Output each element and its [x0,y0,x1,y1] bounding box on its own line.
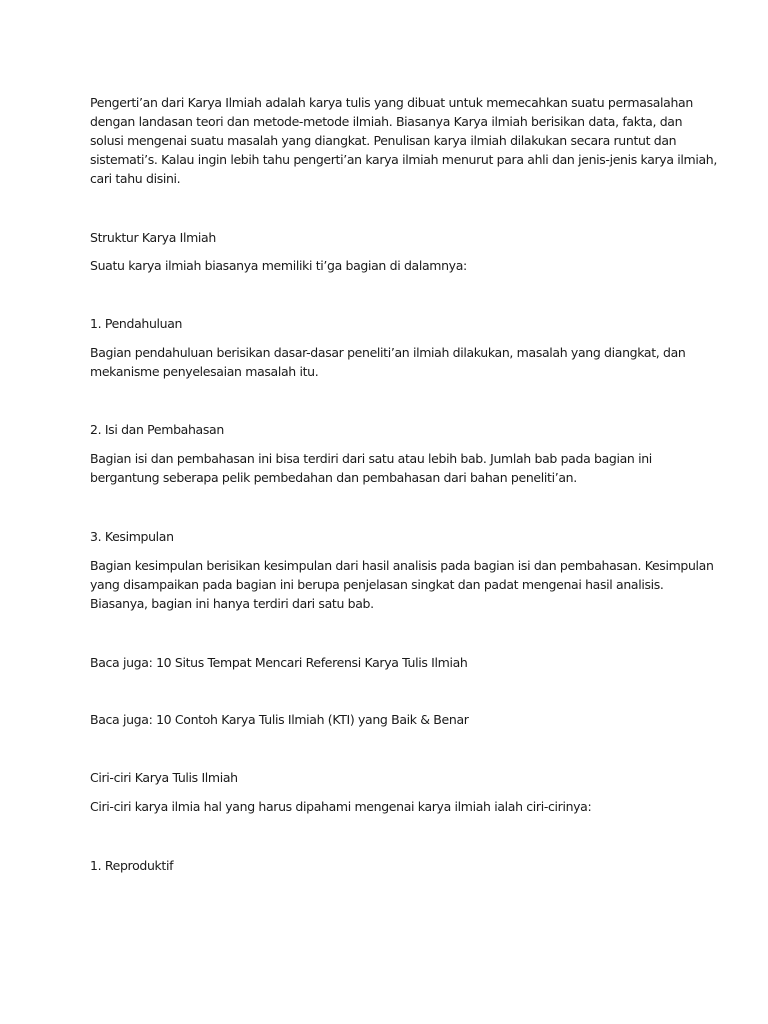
struktur-intro: Suatu karya ilmiah biasanya memiliki ti’ga bagian di dalamnya: [90,258,467,273]
section-heading: 1. Pendahuluan [90,316,183,331]
ciri-heading: Ciri-ciri Karya Tulis Ilmiah [90,770,238,785]
text-line: yang disampaikan pada bagian ini berupa penjelasan singkat dan padat mengenai hasil analisis. [90,577,664,592]
section-heading: 2. Isi dan Pembahasan [90,422,224,437]
text-line: mekanisme penyelesaian masalah itu. [90,364,319,379]
baca-juga-link: Baca juga: 10 Situs Tempat Mencari Referensi Karya Tulis Ilmiah [90,655,468,670]
section-heading: 3. Kesimpulan [90,529,174,544]
text-line: Biasanya, bagian ini hanya terdiri dari satu bab. [90,596,374,611]
ciri-item-heading: 1. Reproduktif [90,858,174,873]
text-line: solusi mengenai suatu masalah yang diangkat. Penulisan karya ilmiah dilakukan secara runtut dan [90,133,677,148]
text-line: sistemati’s. Kalau ingin lebih tahu pengerti’an karya ilmiah menurut para ahli dan jenis-jenis karya ilmiah, [90,152,717,167]
text-line: Bagian isi dan pembahasan ini bisa terdiri dari satu atau lebih bab. Jumlah bab pada bagian ini [90,451,652,466]
text-line: cari tahu disini. [90,171,181,186]
baca-juga-link: Baca juga: 10 Contoh Karya Tulis Ilmiah (KTI) yang Baik & Benar [90,712,469,727]
text-line: dengan landasan teori dan metode-metode ilmiah. Biasanya Karya ilmiah berisikan data, fakta, dan [90,114,683,129]
struktur-heading: Struktur Karya Ilmiah [90,230,216,245]
text-line: Pengerti’an dari Karya Ilmiah adalah karya tulis yang dibuat untuk memecahkan suatu permasalahan [90,95,693,110]
ciri-intro: Ciri-ciri karya ilmia hal yang harus dipahami mengenai karya ilmiah ialah ciri-cirinya: [90,799,592,814]
text-line: Bagian pendahuluan berisikan dasar-dasar peneliti’an ilmiah dilakukan, masalah yang diangkat, dan [90,345,686,360]
text-line: bergantung seberapa pelik pembedahan dan pembahasan dari bahan peneliti’an. [90,470,577,485]
text-line: Bagian kesimpulan berisikan kesimpulan dari hasil analisis pada bagian isi dan pembahasan. Kesimpulan [90,558,714,573]
